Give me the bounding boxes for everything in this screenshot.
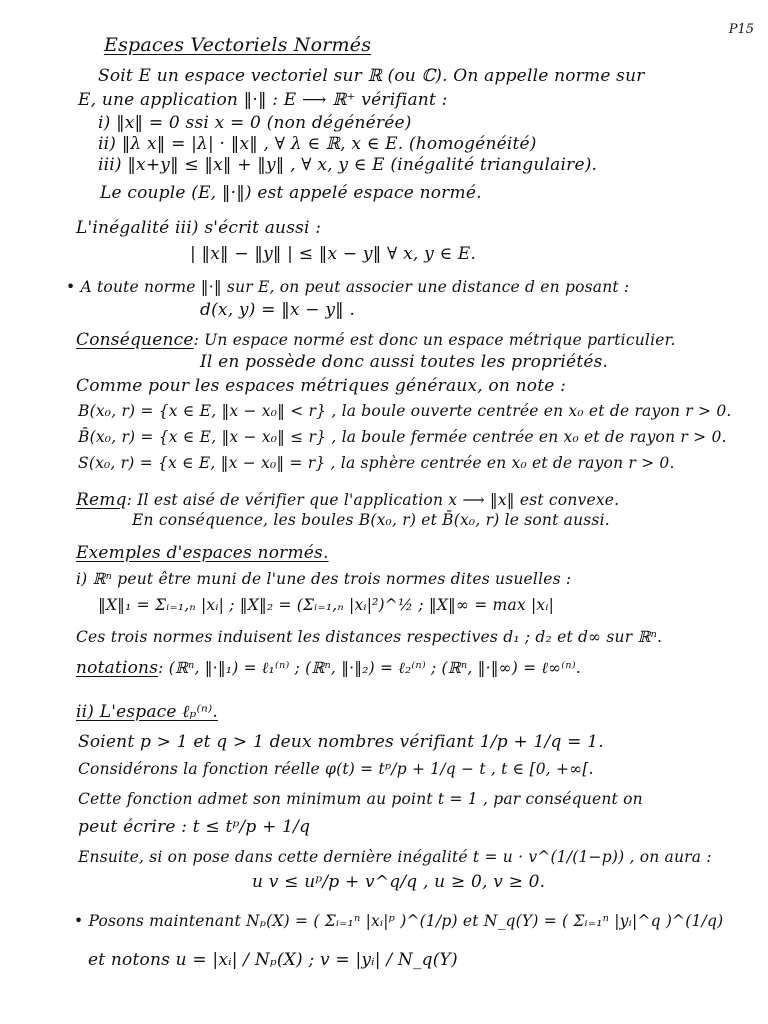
page-number: P15 — [728, 22, 754, 37]
consequence-text: : Un espace normé est donc un espace métrique particulier. — [193, 331, 676, 349]
text-line: Le couple (E, ‖·‖) est appelé espace normé. — [100, 183, 482, 203]
subsection-heading: ii) L'espace ℓₚ⁽ⁿ⁾. — [76, 702, 218, 722]
text-line: Considérons la fonction réelle φ(t) = tᵖ/p + 1/q − t , t ∈ [0, +∞[. — [78, 760, 594, 778]
text-line: Ensuite, si on pose dans cette dernière inégalité t = u · v^(1/(1−p)) , on aura : — [78, 848, 712, 866]
text-line: i) ‖x‖ = 0 ssi x = 0 (non dégénérée) — [98, 113, 412, 133]
section-heading: Exemples d'espaces normés. — [76, 543, 329, 563]
formula-line: u v ≤ uᵖ/p + v^q/q , u ≥ 0, v ≥ 0. — [252, 872, 546, 892]
text-line: i) ℝⁿ peut être muni de l'une des trois normes dites usuelles : — [76, 570, 572, 588]
text-line: • Posons maintenant Nₚ(X) = ( Σᵢ₌₁ⁿ |xᵢ|ᵖ )^(1/p) et N_q(Y) = ( Σᵢ₌₁ⁿ |yᵢ|^q )^(1/q) — [74, 912, 724, 930]
page-title: Espaces Vectoriels Normés — [104, 34, 372, 56]
remark-heading: Remq — [76, 490, 127, 510]
text-line: Cette fonction admet son minimum au point t = 1 , par conséquent on — [78, 790, 643, 808]
text-line: et notons u = |xᵢ| / Nₚ(X) ; v = |yᵢ| / N_q(Y) — [88, 950, 458, 970]
text-line: Soient p > 1 et q > 1 deux nombres vérifiant 1/p + 1/q = 1. — [78, 732, 604, 752]
remark-text: : Il est aisé de vérifier que l'application x ⟶ ‖x‖ est convexe. — [126, 491, 620, 509]
notations-heading: notations — [76, 658, 159, 678]
definition-sphere: S(x₀, r) = {x ∈ E, ‖x − x₀‖ = r} , la sphère centrée en x₀ et de rayon r > 0. — [78, 454, 675, 472]
formula-line: ‖X‖₁ = Σᵢ₌₁,ₙ |xᵢ| ; ‖X‖₂ = (Σᵢ₌₁,ₙ |xᵢ|²)^½ ; ‖X‖∞ = max |xᵢ| — [98, 596, 555, 614]
formula-line: d(x, y) = ‖x − y‖ . — [200, 300, 356, 320]
text-line: Ces trois normes induisent les distances respectives d₁ ; d₂ et d∞ sur ℝⁿ. — [76, 628, 663, 646]
notations-block — [76, 658, 581, 678]
consequence-block — [76, 330, 676, 350]
definition-closed-ball: B̄(x₀, r) = {x ∈ E, ‖x − x₀‖ ≤ r} , la boule fermée centrée en x₀ et de rayon r > 0. — [78, 428, 727, 446]
text-line: iii) ‖x+y‖ ≤ ‖x‖ + ‖y‖ , ∀ x, y ∈ E (inégalité triangulaire). — [98, 155, 598, 175]
remark-block — [76, 490, 619, 510]
text-line: • A toute norme ‖·‖ sur E, on peut associer une distance d en posant : — [66, 278, 630, 296]
formula-line: | ‖x‖ − ‖y‖ | ≤ ‖x − y‖ ∀ x, y ∈ E. — [190, 244, 477, 264]
text-line: L'inégalité iii) s'écrit aussi : — [76, 218, 322, 238]
text-line: peut écrire : t ≤ tᵖ/p + 1/q — [78, 817, 311, 837]
text-line: Soit E un espace vectoriel sur ℝ (ou ℂ). On appelle norme sur — [98, 66, 645, 86]
notations-text: : (ℝⁿ, ‖·‖₁) = ℓ₁⁽ⁿ⁾ ; (ℝⁿ, ‖·‖₂) = ℓ₂⁽ⁿ⁾ ; (ℝⁿ, ‖·‖∞) = ℓ∞⁽ⁿ⁾. — [158, 659, 581, 677]
text-line: Comme pour les espaces métriques généraux, on note : — [76, 376, 567, 396]
consequence-heading: Conséquence — [76, 330, 194, 350]
text-line: ii) ‖λ x‖ = |λ| · ‖x‖ , ∀ λ ∈ ℝ, x ∈ E. (homogénéité) — [98, 134, 537, 154]
definition-open-ball: B(x₀, r) = {x ∈ E, ‖x − x₀‖ < r} , la boule ouverte centrée en x₀ et de rayon r > 0. — [78, 402, 732, 420]
text-line: E, une application ‖·‖ : E ⟶ ℝ⁺ vérifiant : — [78, 90, 448, 110]
text-line: Il en possède donc aussi toutes les propriétés. — [200, 352, 609, 372]
text-line: En conséquence, les boules B(x₀, r) et B̄(x₀, r) le sont aussi. — [132, 511, 610, 529]
